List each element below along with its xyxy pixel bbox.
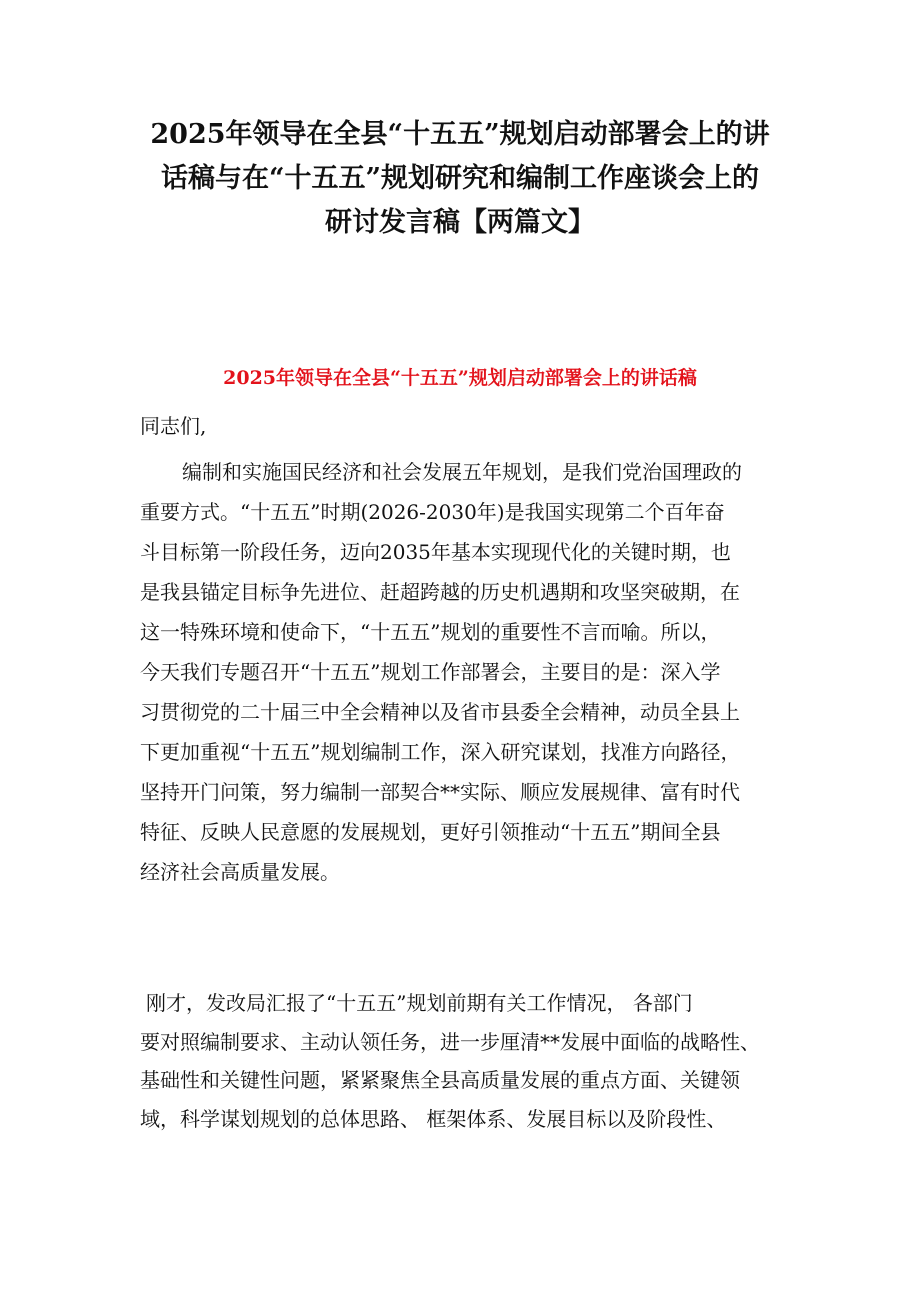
salutation: 同志们, [140, 414, 207, 438]
document-title [120, 113, 800, 245]
paragraph-line: 刚才，发改局汇报了“十五五”规划前期有关工作情况， 各部门 [146, 991, 693, 1015]
document-title-line: 研讨发言稿【两篇文】 [325, 207, 595, 238]
paragraph-line: 要对照编制要求、主动认领任务，进一步厘清**发展中面临的战略性、 [140, 1029, 760, 1054]
document-title-line: 话稿与在“十五五”规划研究和编制工作座谈会上的 [160, 163, 760, 194]
paragraph-line: 下更加重视“十五五”规划编制工作，深入研究谋划，找准方向路径， [140, 740, 741, 764]
paragraph-line: 斗目标第一阶段任务，迈向2035年基本实现现代化的关键时期，也 [140, 540, 731, 564]
paragraph-line: 域，科学谋划规划的总体思路、 框架体系、发展目标以及阶段性、 [140, 1106, 727, 1131]
paragraph-line: 特征、反映人民意愿的发展规划，更好引领推动“十五五”期间全县 [140, 820, 721, 844]
paragraph-line: 基础性和关键性问题，紧紧聚焦全县高质量发展的重点方面、关键领 [140, 1068, 740, 1092]
document-title-line: 2025年领导在全县“十五五”规划启动部署会上的讲 [150, 119, 770, 150]
paragraph-line: 经济社会高质量发展。 [140, 860, 340, 884]
body-paragraph-1 [140, 452, 780, 892]
paragraph-line: 重要方式。“十五五”时期(2026-2030年)是我国实现第二个百年奋 [140, 500, 725, 524]
paragraph-line: 坚持开门问策，努力编制一部契合**实际、顺应发展规律、富有时代 [140, 780, 740, 804]
paragraph-line: 习贯彻党的二十届三中全会精神以及省市县委全会精神，动员全县上 [140, 700, 740, 724]
body-paragraph-2 [140, 984, 780, 1138]
paragraph-line: 编制和实施国民经济和社会发展五年规划，是我们党治国理政的 [182, 460, 742, 484]
paragraph-line: 这一特殊环境和使命下，“十五五”规划的重要性不言而喻。所以， [140, 620, 721, 644]
paragraph-line: 今天我们专题召开“十五五”规划工作部署会，主要目的是：深入学 [140, 660, 721, 684]
section-heading: 2025年领导在全县“十五五”规划启动部署会上的讲话稿 [223, 367, 697, 389]
paragraph-line: 是我县锚定目标争先进位、赶超跨越的历史机遇期和攻坚突破期，在 [140, 580, 740, 604]
